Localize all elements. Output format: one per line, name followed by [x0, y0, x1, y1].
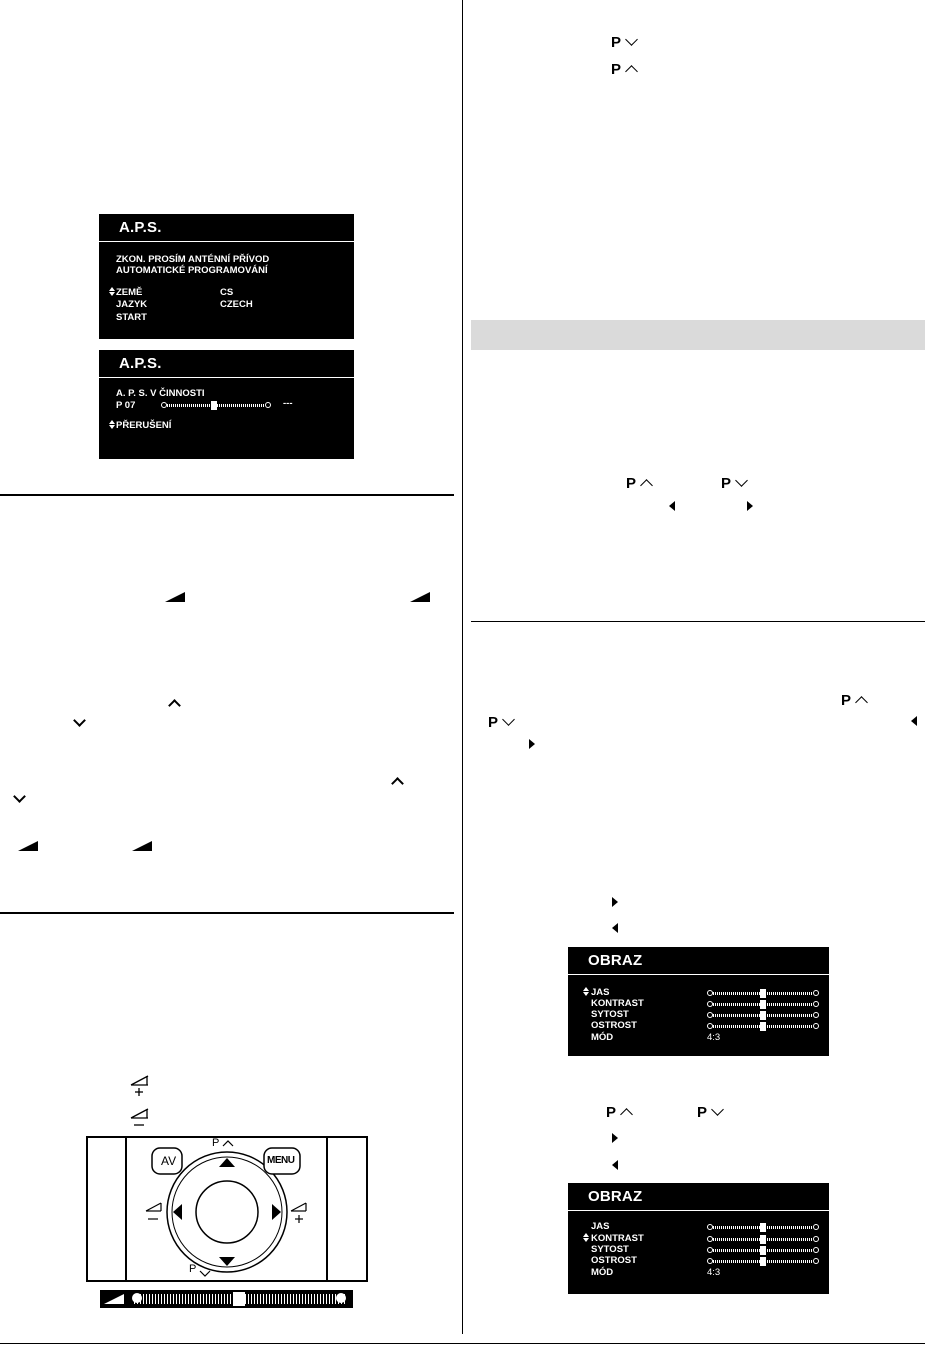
jas-slider[interactable]: [707, 990, 819, 997]
aps-instruction-line-1: ZKON. PROSÍM ANTÉNNÍ PŘÍVOD: [116, 254, 270, 265]
menu-item-kontrast[interactable]: KONTRAST: [591, 1233, 644, 1244]
volume-icon: [165, 592, 185, 602]
aps-menu-title: A.P.S.: [119, 355, 162, 372]
p-down-symbol: P: [721, 475, 732, 492]
volume-level-knob[interactable]: [233, 1292, 245, 1306]
chevron-down-icon: [13, 790, 26, 803]
arrow-right-icon: [612, 897, 618, 907]
volume-icon: [18, 841, 38, 851]
aps-instruction-line-2: AUTOMATICKÉ PROGRAMOVÁNÍ: [116, 265, 268, 276]
mode-value: 4:3: [707, 1032, 721, 1043]
arrow-left-icon: [612, 923, 618, 933]
slider-knob: [760, 989, 766, 998]
volume-icon: [104, 1294, 124, 1304]
chevron-down-icon: [625, 33, 638, 46]
slider-knob: [760, 1235, 766, 1244]
p-down-symbol: P: [488, 714, 499, 731]
chevron-down-icon: [711, 1103, 724, 1116]
menu-item-jas[interactable]: JAS: [591, 1221, 610, 1232]
section-divider: [0, 912, 454, 914]
volume-icon: [132, 841, 152, 851]
kontrast-slider[interactable]: [707, 1236, 819, 1243]
obraz-menu-title: OBRAZ: [588, 1188, 643, 1205]
slider-knob: [760, 1223, 766, 1232]
menu-item-jas[interactable]: JAS: [591, 987, 610, 998]
aps-menu-screen-2: [99, 350, 354, 459]
menu-item-sytost[interactable]: SYTOST: [591, 1009, 629, 1020]
av-button-label[interactable]: AV: [161, 1154, 177, 1168]
mode-value: 4:3: [707, 1267, 721, 1278]
aps-menu-title: A.P.S.: [119, 219, 162, 236]
slider-knob: [760, 1011, 766, 1020]
chevron-up-icon: [620, 1108, 633, 1121]
p-down-symbol: P: [611, 34, 622, 51]
arrow-right-icon: [529, 739, 535, 749]
volume-plus-icon: [130, 1075, 150, 1097]
aps-search-progress-bar: [161, 402, 271, 409]
aps-program-number: P 07: [116, 400, 136, 411]
menu-value-zeme: CS: [220, 287, 234, 298]
p-up-symbol: P: [611, 61, 622, 78]
jas-slider[interactable]: [707, 1224, 819, 1231]
p-down-label: P: [189, 1263, 197, 1275]
section-header-band: [471, 320, 925, 350]
menu-item-preruseni[interactable]: PŘERUŠENÍ: [116, 420, 172, 431]
section-divider: [0, 494, 454, 496]
chevron-down-icon: [735, 474, 748, 487]
p-up-symbol: P: [841, 692, 852, 709]
kontrast-slider[interactable]: [707, 1001, 819, 1008]
chevron-down-icon: [73, 714, 86, 727]
p-up-symbol: P: [626, 475, 637, 492]
aps-status: A. P. S. V ČINNOSTI: [116, 388, 205, 399]
menu-value-jazyk: CZECH: [220, 299, 253, 310]
slider-knob: [760, 1022, 766, 1031]
arrow-left-icon: [911, 716, 917, 726]
obraz-menu-screen-2: [568, 1183, 829, 1294]
volume-osd-bar: [100, 1290, 353, 1308]
page-bottom-rule: [0, 1343, 925, 1344]
arrow-left-icon: [612, 1160, 618, 1170]
menu-item-ostrost[interactable]: OSTROST: [591, 1020, 637, 1031]
menu-item-ostrost[interactable]: OSTROST: [591, 1255, 637, 1266]
column-divider: [462, 0, 463, 1334]
sytost-slider[interactable]: [707, 1247, 819, 1254]
menu-item-jazyk[interactable]: JAZYK: [116, 299, 148, 310]
menu-item-kontrast[interactable]: KONTRAST: [591, 998, 644, 1009]
section-divider: [471, 621, 925, 622]
arrow-right-icon: [747, 501, 753, 511]
chevron-up-icon: [391, 777, 404, 790]
slider-knob: [760, 1000, 766, 1009]
chevron-up-icon: [625, 65, 638, 78]
arrow-right-icon: [612, 1133, 618, 1143]
p-down-symbol: P: [697, 1104, 708, 1121]
p-up-symbol: P: [606, 1104, 617, 1121]
obraz-menu-title: OBRAZ: [588, 952, 643, 969]
chevron-up-icon: [640, 479, 653, 492]
menu-item-mod[interactable]: MÓD: [591, 1267, 614, 1278]
sytost-slider[interactable]: [707, 1012, 819, 1019]
menu-item-sytost[interactable]: SYTOST: [591, 1244, 629, 1255]
menu-button-label[interactable]: MENU: [267, 1155, 295, 1166]
menu-item-mod[interactable]: MÓD: [591, 1032, 614, 1043]
slider-knob: [760, 1246, 766, 1255]
menu-item-start[interactable]: START: [116, 312, 147, 323]
aps-frequency-dashes: ---: [283, 398, 293, 409]
volume-icon: [410, 592, 430, 602]
control-panel-diagram: [86, 1136, 368, 1282]
arrow-left-icon: [669, 501, 675, 511]
chevron-up-icon: [168, 699, 181, 712]
ostrost-slider[interactable]: [707, 1258, 819, 1265]
slider-knob: [760, 1257, 766, 1266]
chevron-down-icon: [502, 713, 515, 726]
volume-minus-icon: [130, 1108, 150, 1130]
obraz-menu-screen-1: [568, 947, 829, 1056]
p-up-label: P: [212, 1137, 220, 1149]
chevron-up-icon: [855, 696, 868, 709]
menu-item-zeme[interactable]: ZEMĚ: [116, 287, 143, 298]
ostrost-slider[interactable]: [707, 1023, 819, 1030]
aps-menu-screen-1: [99, 214, 354, 339]
